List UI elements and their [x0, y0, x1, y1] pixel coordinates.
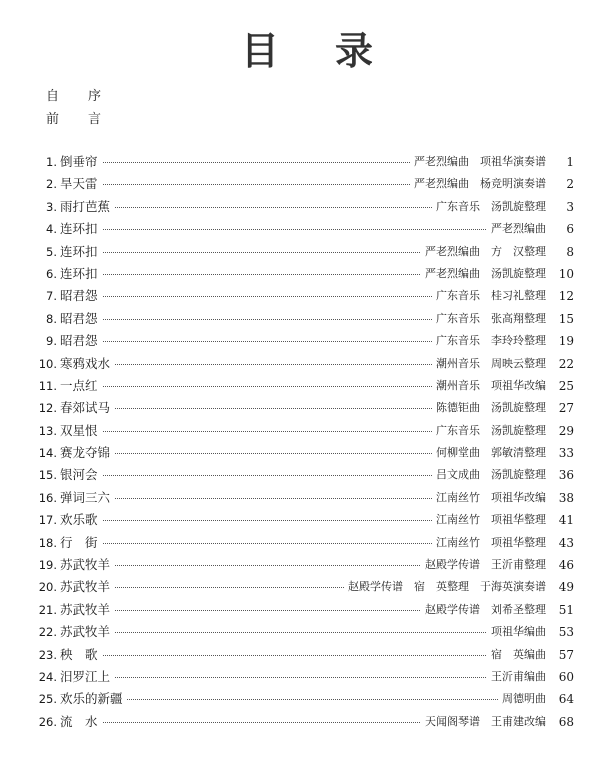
entry-title[interactable]: 连环扣 — [60, 263, 102, 285]
entry-title[interactable]: 银河会 — [60, 464, 102, 486]
entry-credit: 潮州音乐 周映云整理 — [432, 353, 546, 375]
entry-number: 26. — [38, 714, 57, 729]
toc-entry[interactable] — [0, 241, 614, 263]
entry-number: 24. — [38, 669, 57, 684]
entry-title[interactable]: 连环扣 — [60, 218, 102, 240]
toc-entry[interactable] — [0, 196, 614, 218]
entry-number: 4. — [46, 222, 57, 237]
entry-title[interactable]: 苏武牧羊 — [60, 621, 114, 643]
entry-number: 5. — [46, 244, 57, 259]
toc-entry[interactable] — [0, 308, 614, 330]
entry-credit: 项祖华编曲 — [487, 621, 546, 643]
entry-page-number: 6 — [566, 222, 574, 237]
entry-title[interactable]: 苏武牧羊 — [60, 554, 114, 576]
dot-leader — [60, 632, 540, 633]
toc-entry[interactable] — [0, 599, 614, 621]
entry-credit: 何柳堂曲 郭敏清整理 — [432, 442, 546, 464]
toc-entry[interactable] — [0, 666, 614, 688]
entry-number: 16. — [38, 490, 57, 505]
entry-credit: 广东音乐 汤凯旋整理 — [432, 196, 546, 218]
entry-page-number: 22 — [558, 356, 574, 371]
entry-number: 21. — [38, 602, 57, 617]
entry-title[interactable]: 赛龙夺锦 — [60, 442, 114, 464]
entry-credit: 赵殿学传谱 王沂甫整理 — [421, 554, 546, 576]
dot-leader — [60, 229, 540, 230]
toc-entry[interactable] — [0, 442, 614, 464]
entry-number: 8. — [46, 311, 57, 326]
toc-entry[interactable] — [0, 688, 614, 710]
entry-page-number: 12 — [558, 289, 574, 304]
entry-page-number: 53 — [558, 625, 574, 640]
toc-entry[interactable] — [0, 464, 614, 486]
entry-title[interactable]: 雨打芭蕉 — [60, 196, 114, 218]
preface-link[interactable]: 自 序 — [46, 89, 110, 104]
entry-credit: 广东音乐 汤凯旋整理 — [432, 420, 546, 442]
entry-page-number: 8 — [566, 244, 574, 259]
entry-page-number: 1 — [566, 155, 574, 169]
entry-title[interactable]: 弹词三六 — [60, 487, 114, 509]
entry-number: 6. — [46, 266, 57, 281]
entry-credit: 天闻阁琴谱 王甫建改编 — [421, 711, 546, 733]
entry-credit: 吕文成曲 汤凯旋整理 — [432, 464, 546, 486]
toc-entry[interactable] — [0, 621, 614, 643]
toc-entry[interactable] — [0, 509, 614, 531]
entry-credit: 严老烈编曲 杨竞明演奏谱 — [410, 173, 546, 195]
dot-leader — [60, 699, 540, 700]
entry-credit: 严老烈编曲 方 汉整理 — [421, 241, 546, 263]
entry-credit: 宿 英编曲 — [487, 644, 546, 666]
entry-credit: 严老烈编曲 汤凯旋整理 — [421, 263, 546, 285]
entry-page-number: 51 — [558, 602, 574, 617]
entry-page-number: 27 — [558, 401, 574, 416]
entry-page-number: 33 — [558, 446, 574, 461]
entry-title[interactable]: 一点红 — [60, 375, 102, 397]
page-title — [0, 20, 614, 73]
entry-title[interactable]: 汨罗江上 — [60, 666, 114, 688]
entry-page-number: 49 — [558, 580, 574, 595]
entry-credit: 王沂甫编曲 — [487, 666, 546, 688]
entry-number: 9. — [46, 334, 57, 349]
toc-entry[interactable] — [0, 420, 614, 442]
entry-credit: 江南丝竹 项祖华改编 — [432, 487, 546, 509]
toc-entry[interactable] — [0, 576, 614, 598]
entry-page-number: 46 — [558, 558, 574, 573]
entry-number: 13. — [38, 423, 57, 438]
toc-entry[interactable] — [0, 644, 614, 666]
entry-number: 19. — [38, 558, 57, 573]
entry-title[interactable]: 欢乐的新疆 — [60, 688, 127, 710]
entry-page-number: 41 — [558, 513, 574, 528]
entry-credit: 赵殿学传谱 宿 英整理 于海英演奏谱 — [344, 576, 546, 598]
entry-credit: 潮州音乐 项祖华改编 — [432, 375, 546, 397]
title-char: 录 — [335, 29, 374, 73]
dot-leader — [60, 655, 540, 656]
entry-credit: 陈德钜曲 汤凯旋整理 — [432, 397, 546, 419]
entry-page-number: 19 — [558, 334, 574, 349]
entry-title[interactable]: 寒鸦戏水 — [60, 353, 114, 375]
entry-title[interactable]: 倒垂帘 — [60, 151, 102, 173]
entry-page-number: 60 — [558, 669, 574, 684]
entry-page-number: 29 — [558, 423, 574, 438]
entry-page-number: 36 — [558, 468, 574, 483]
entry-title[interactable]: 双星恨 — [60, 420, 102, 442]
entry-title[interactable]: 行 街 — [60, 532, 102, 554]
toc-entry[interactable] — [0, 375, 614, 397]
entry-title[interactable]: 旱天雷 — [60, 173, 102, 195]
toc-entry[interactable] — [0, 554, 614, 576]
entry-page-number: 15 — [558, 311, 574, 326]
foreword-link[interactable]: 前 言 — [46, 112, 110, 127]
entry-number: 10. — [38, 356, 57, 371]
entry-credit: 严老烈编曲 — [487, 218, 546, 240]
entry-title[interactable]: 昭君怨 — [60, 285, 102, 307]
entry-number: 11. — [38, 378, 57, 393]
entry-title[interactable]: 流 水 — [60, 711, 102, 733]
entry-title[interactable]: 秧 歌 — [60, 644, 102, 666]
entry-credit: 周德明曲 — [498, 688, 546, 710]
entry-page-number: 43 — [558, 535, 574, 550]
entry-number: 22. — [38, 625, 57, 640]
entry-page-number: 2 — [566, 177, 574, 192]
toc-entry[interactable] — [0, 532, 614, 554]
title-char: 目 — [240, 29, 279, 73]
entry-title[interactable]: 春郊试马 — [60, 397, 114, 419]
entry-credit: 严老烈编曲 项祖华演奏谱 — [410, 151, 546, 173]
entry-number: 20. — [38, 580, 57, 595]
entry-number: 14. — [38, 446, 57, 461]
entry-page-number: 57 — [558, 647, 574, 662]
entry-title[interactable]: 连环扣 — [60, 241, 102, 263]
toc-entry[interactable] — [0, 353, 614, 375]
entry-credit: 广东音乐 桂习礼整理 — [432, 285, 546, 307]
entry-number: 18. — [38, 535, 57, 550]
dot-leader — [60, 677, 540, 678]
entry-page-number: 68 — [558, 714, 574, 729]
toc-entry[interactable] — [0, 397, 614, 419]
toc-entry[interactable] — [0, 487, 614, 509]
entry-page-number: 3 — [566, 199, 574, 214]
entry-credit: 江南丝竹 项祖华整理 — [432, 509, 546, 531]
entry-number: 7. — [46, 289, 57, 304]
entry-title[interactable]: 苏武牧羊 — [60, 576, 114, 598]
entry-credit: 广东音乐 李玲玲整理 — [432, 330, 546, 352]
toc-entry[interactable] — [0, 151, 614, 173]
entry-page-number: 25 — [558, 378, 574, 393]
toc-entry[interactable] — [0, 285, 614, 307]
entry-number: 23. — [38, 647, 57, 662]
entry-credit: 赵殿学传谱 刘希圣整理 — [421, 599, 546, 621]
table-of-contents — [0, 151, 614, 733]
entry-title[interactable]: 苏武牧羊 — [60, 599, 114, 621]
toc-entry[interactable] — [0, 711, 614, 733]
toc-entry[interactable] — [0, 330, 614, 352]
entry-page-number: 64 — [558, 692, 574, 707]
toc-entry[interactable] — [0, 173, 614, 195]
entry-number: 2. — [46, 177, 57, 192]
entry-number: 1. — [46, 155, 57, 169]
entry-credit: 广东音乐 张高翔整理 — [432, 308, 546, 330]
entry-number: 12. — [38, 401, 57, 416]
entry-credit: 江南丝竹 项祖华整理 — [432, 532, 546, 554]
entry-number: 15. — [38, 468, 57, 483]
entry-number: 17. — [38, 513, 57, 528]
entry-number: 3. — [46, 199, 57, 214]
entry-page-number: 38 — [558, 490, 574, 505]
entry-title[interactable]: 昭君怨 — [60, 308, 102, 330]
entry-number: 25. — [38, 692, 57, 707]
toc-entry[interactable] — [0, 263, 614, 285]
entry-title[interactable]: 欢乐歌 — [60, 509, 102, 531]
toc-entry[interactable] — [0, 218, 614, 240]
entry-page-number: 10 — [558, 266, 574, 281]
entry-title[interactable]: 昭君怨 — [60, 330, 102, 352]
